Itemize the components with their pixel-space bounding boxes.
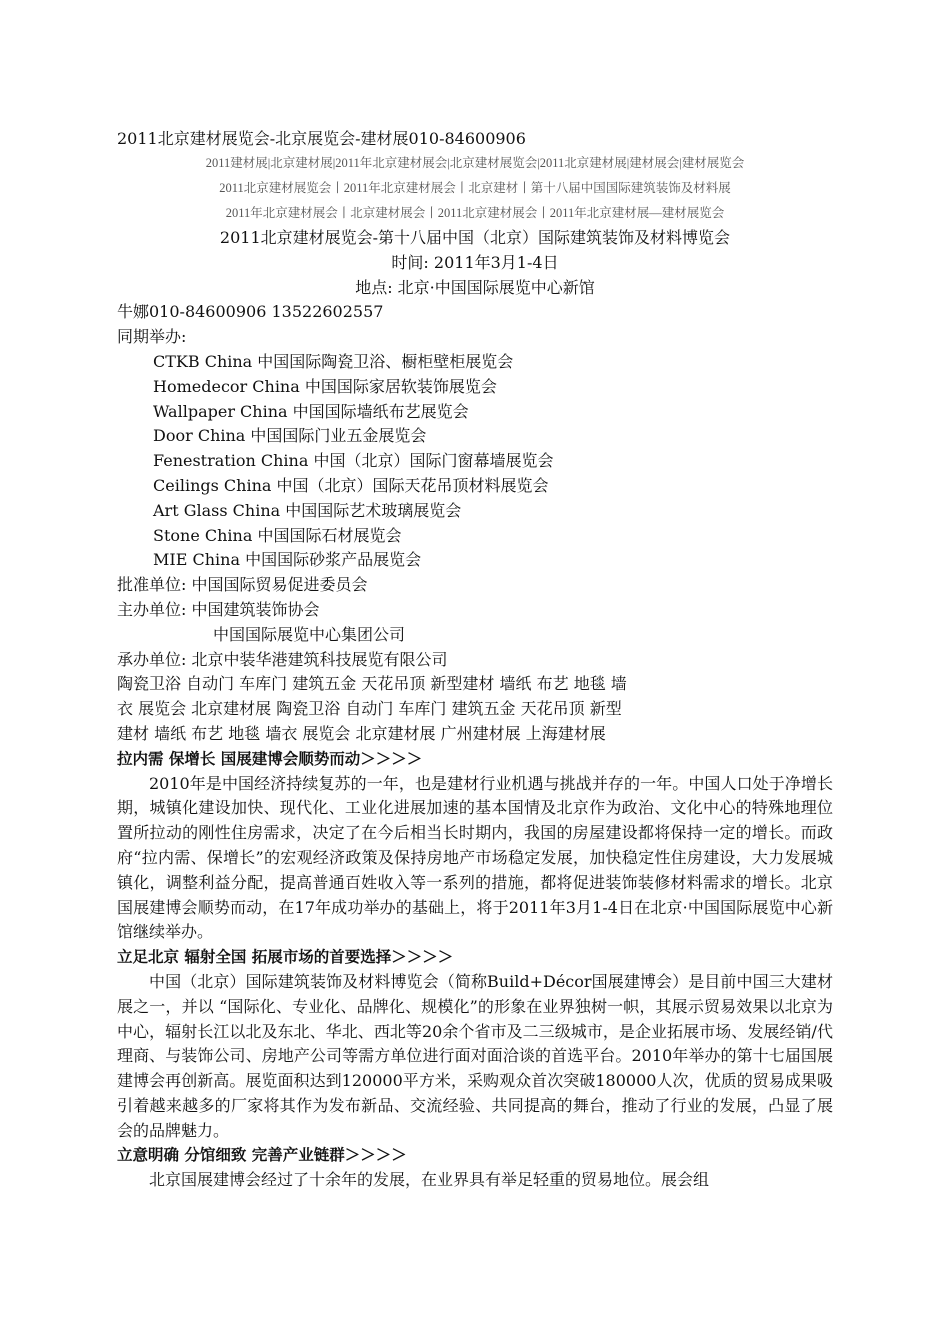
- keyword-line: 建材 墙纸 布艺 地毯 墙衣 展览会 北京建材展 广州建材展 上海建材展: [117, 723, 606, 743]
- organizer-unit: 主办单位: 中国建筑装饰协会: [117, 599, 320, 619]
- concurrent-item: Fenestration China 中国（北京）国际门窗幕墙展览会: [153, 451, 554, 471]
- concurrent-item: Wallpaper China 中国国际墙纸布艺展览会: [153, 401, 469, 421]
- concurrent-item: Homedecor China 中国国际家居软装饰展览会: [153, 376, 497, 396]
- concurrent-item: Stone China 中国国际石材展览会: [153, 525, 402, 545]
- undertaker-unit: 承办单位: 北京中装华港建筑科技展览有限公司: [117, 649, 448, 669]
- concurrent-label: 同期举办:: [117, 327, 187, 347]
- document-page: [117, 126, 833, 1193]
- section-paragraph: 2010年是中国经济持续复苏的一年，也是建材行业机遇与挑战并存的一年。中国人口处于净增长期，城镇化建设加快、现代化、工业化进展加速的基本国情及北京作为政治、文化中心的特殊地理位置所拉动的刚性住房需求，决定了在今后相当长时期内，我国的房屋建设都将保持一定的增长。而政府“拉内需、保增长”的宏观经济政策及保持房地产市场稳定发展，加快稳定性住房建设，大力发展城镇化，调整利益分配，提高普通百姓收入等一系列的措施，都将促进装饰装修材料需求的增长。北京国展建博会顺势而动，在17年成功举办的基础上，将于2011年3月1-4日在北京·中国国际展览中心新馆继续举办。: [117, 773, 833, 942]
- contact-info: 牛娜010-84600906 13522602557: [117, 302, 384, 322]
- keyword-subtitle-line: 2011北京建材展览会丨2011年北京建材展会丨北京建材丨第十八届中国国际建筑装饰及材料展: [219, 181, 731, 195]
- keyword-subtitle-line: 2011年北京建材展会丨北京建材展会丨2011北京建材展会丨2011年北京建材展—建材展览会: [225, 206, 725, 220]
- concurrent-item: MIE China 中国国际砂浆产品展览会: [153, 550, 422, 570]
- concurrent-item: Door China 中国国际门业五金展览会: [153, 426, 427, 446]
- section-heading: 立足北京 辐射全国 拓展市场的首要选择＞＞＞＞: [117, 947, 454, 967]
- organizer-unit-secondary: 中国国际展览中心集团公司: [213, 624, 406, 644]
- document-title: 2011北京建材展览会-北京展览会-建材展010-84600906: [117, 129, 526, 148]
- section-heading: 立意明确 分馆细致 完善产业链群＞＞＞＞: [117, 1145, 407, 1165]
- section-paragraph: 中国（北京）国际建筑装饰及材料博览会（简称Build+Décor国展建博会）是目前中国三大建材展之一，并以 “国际化、专业化、品牌化、规模化”的形象在业界独树一帜，其展示贸易效果以北京为中心，辐射长江以北及东北、华北、西北等20余个省市及二三级城市，是企业拓展市场、发展经销/代理商、与装饰公司、房地产公司等需方单位进行面对面洽谈的首选平台。2010年举办的第十七届国展建博会再创新高。展览面积达到120000平方米，采购观众首次突破180000人次，优质的贸易成果吸引着越来越多的厂家将其作为发布新品、交流经验、共同提高的舞台，推动了行业的发展，凸显了展会的品牌魅力。: [117, 971, 833, 1140]
- keyword-line: 衣 展览会 北京建材展 陶瓷卫浴 自动门 车库门 建筑五金 天花吊顶 新型: [117, 699, 622, 719]
- concurrent-item: CTKB China 中国国际陶瓷卫浴、橱柜壁柜展览会: [153, 351, 514, 371]
- section-paragraph: 北京国展建博会经过了十余年的发展，在业界具有举足轻重的贸易地位。展会组: [149, 1170, 710, 1190]
- concurrent-item: Art Glass China 中国国际艺术玻璃展览会: [153, 500, 462, 520]
- event-title: 2011北京建材展览会-第十八届中国（北京）国际建筑装饰及材料博览会: [219, 228, 731, 247]
- section-heading: 拉内需 保增长 国展建博会顺势而动＞＞＞＞: [117, 748, 423, 768]
- concurrent-item: Ceilings China 中国（北京）国际天花吊顶材料展览会: [153, 475, 549, 495]
- approval-unit: 批准单位: 中国国际贸易促进委员会: [117, 575, 368, 595]
- event-time: 时间: 2011年3月1-4日: [391, 252, 559, 272]
- event-place: 地点: 北京·中国国际展览中心新馆: [355, 277, 595, 297]
- keyword-subtitle-line: 2011建材展|北京建材展|2011年北京建材展会|北京建材展览会|2011北京建材展|建材展会|建材展览会: [205, 156, 745, 170]
- keyword-line: 陶瓷卫浴 自动门 车库门 建筑五金 天花吊顶 新型建材 墙纸 布艺 地毯 墙: [117, 674, 627, 694]
